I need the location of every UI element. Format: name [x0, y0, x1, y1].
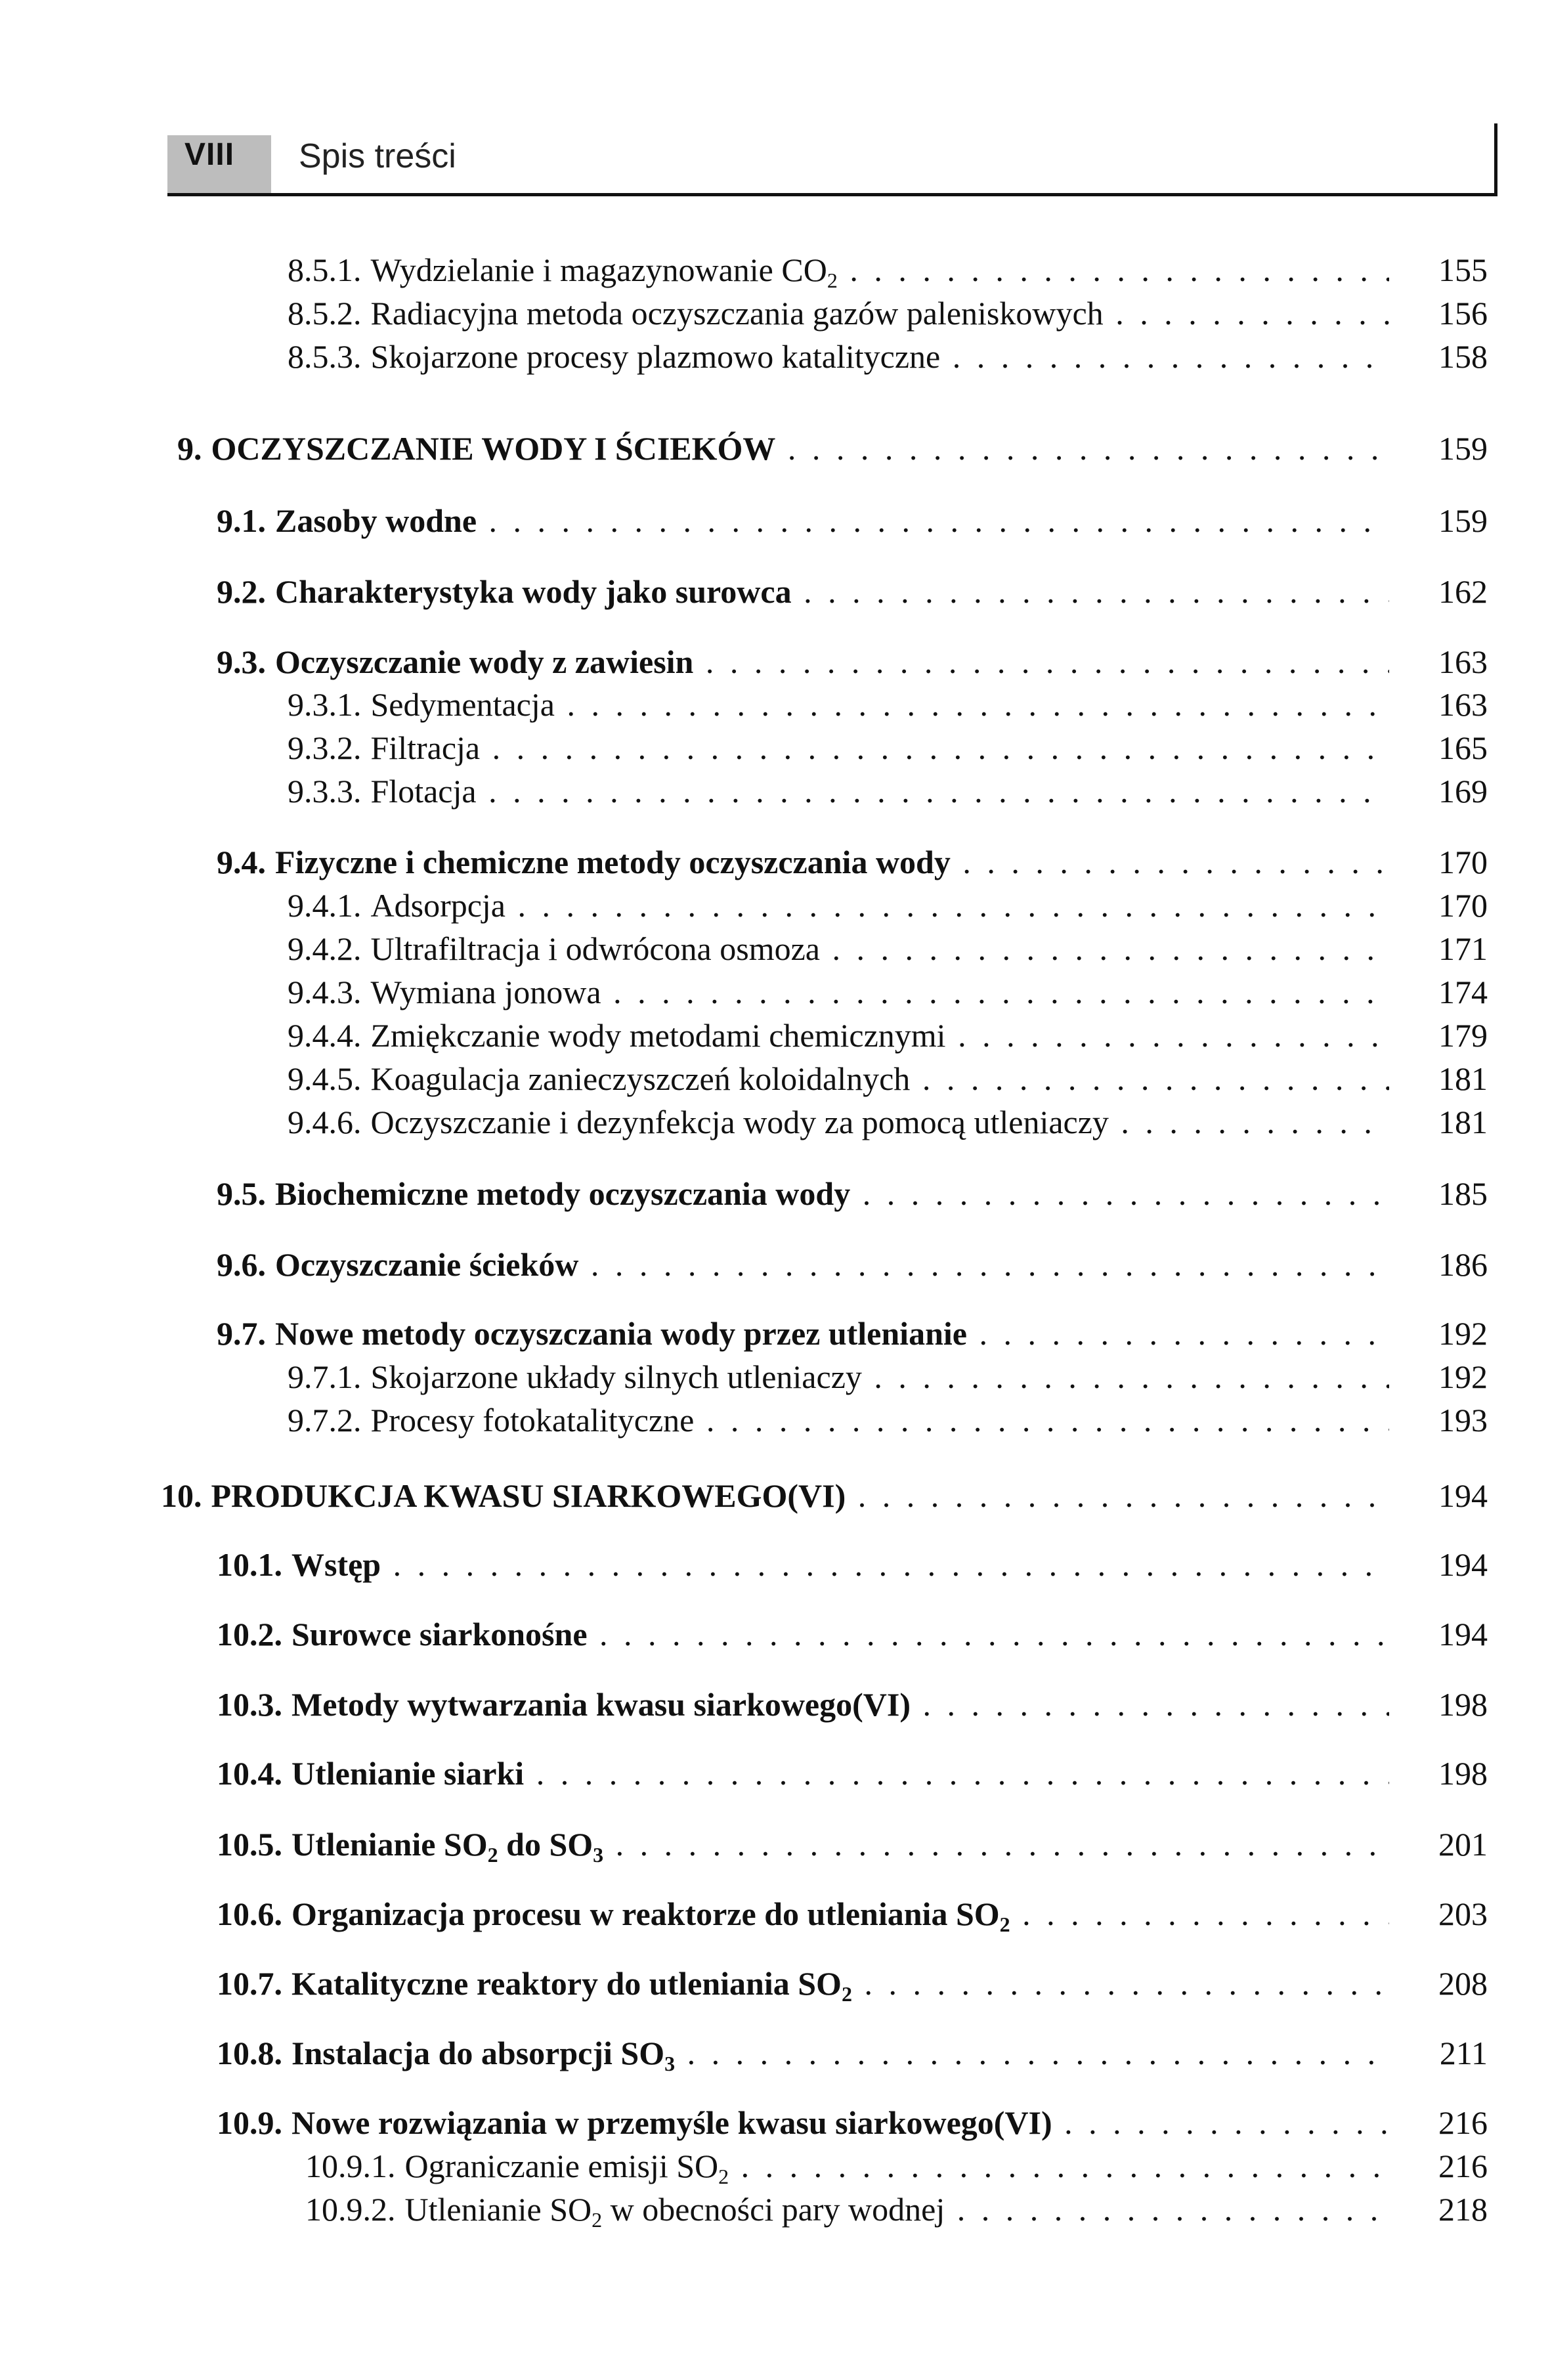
toc-entry[interactable]	[217, 499, 1488, 542]
toc-entry[interactable]	[217, 1243, 1488, 1286]
toc-entry-label	[217, 640, 1389, 683]
title-text: PRODUKCJA KWASU SIARKOWEGO(VI)	[211, 1477, 846, 1514]
title-text: Katalityczne reaktory do utleniania SO	[291, 1965, 842, 2002]
toc-entry-label	[217, 1683, 1389, 1726]
toc-entry[interactable]	[305, 2144, 1488, 2188]
toc-entry-label	[217, 1892, 1389, 1936]
toc-entry[interactable]	[217, 1962, 1488, 2005]
title-text: Oczyszczanie wody z zawiesin	[275, 643, 694, 680]
toc-entry-number: 10.2.	[217, 1616, 282, 1653]
toc-entry-title	[371, 1358, 862, 1395]
toc-entry-title	[371, 930, 820, 967]
toc-entry-title	[211, 430, 776, 467]
toc-entry[interactable]	[288, 1057, 1488, 1100]
title-text: Charakterystyka wody jako surowca	[275, 573, 792, 610]
title-text: Zasoby wodne	[275, 502, 477, 539]
toc-entry[interactable]	[217, 1172, 1488, 1215]
toc-entry-label	[217, 1172, 1389, 1215]
toc-entry-title	[371, 686, 555, 723]
toc-entry[interactable]	[288, 1014, 1488, 1057]
toc-entry-label	[288, 1355, 1389, 1398]
toc-entry-number: 9.4.	[217, 844, 266, 880]
toc-entry-page: 181	[1438, 1104, 1488, 1140]
toc-entry-number: 9.7.	[217, 1315, 266, 1352]
toc-entry-title	[371, 974, 601, 1010]
toc-entry-page: 194	[1438, 1477, 1488, 1514]
title-text: Nowe rozwiązania w przemyśle kwasu siarkowego(VI)	[291, 2104, 1052, 2141]
toc-entry-label	[288, 769, 1389, 813]
toc-entry-page: 169	[1438, 773, 1488, 810]
toc-entry[interactable]	[177, 427, 1488, 470]
toc-entry[interactable]	[217, 1892, 1488, 1936]
toc-entry-label	[288, 927, 1389, 970]
toc-entry[interactable]	[288, 970, 1488, 1014]
toc-entry-number: 10.1.	[217, 1546, 282, 1583]
toc-entry-label	[288, 884, 1389, 927]
toc-entry-number: 9.1.	[217, 502, 266, 539]
toc-entry-page: 155	[1438, 251, 1488, 288]
title-text: Adsorpcja	[370, 887, 506, 924]
toc-entry[interactable]	[217, 1752, 1488, 1795]
toc-entry-title	[291, 1895, 1010, 1936]
toc-entry-number: 8.5.3.	[288, 338, 362, 375]
toc-entry-number: 9.3.1.	[288, 686, 362, 723]
subscript: 2	[841, 1982, 852, 2005]
toc-entry-number: 9.6.	[217, 1246, 266, 1283]
toc-entry-page: 162	[1438, 573, 1488, 610]
toc-entry-title	[291, 1826, 604, 1866]
toc-entry-page: 201	[1438, 1826, 1488, 1863]
title-text: Organizacja procesu w reaktorze do utleniania SO	[291, 1895, 1000, 1932]
subscript: 3	[664, 2052, 676, 2075]
toc-entry-title	[291, 1686, 911, 1723]
toc-entry-page: 218	[1438, 2191, 1488, 2228]
toc-entry-title	[371, 295, 1104, 332]
toc-entry-title	[291, 2035, 676, 2075]
title-text: Utlenianie SO	[404, 2191, 592, 2228]
toc-entry-page: 211	[1439, 2035, 1488, 2071]
title-text: Instalacja do absorpcji SO	[291, 2035, 665, 2071]
title-text: Zmiękczanie wody metodami chemicznymi	[370, 1017, 946, 1054]
title-text: Fizyczne i chemiczne metody oczyszczania wody	[275, 844, 951, 880]
toc-entry-page: 165	[1438, 729, 1488, 766]
toc-entry-page: 203	[1438, 1895, 1488, 1932]
toc-entry[interactable]	[288, 1398, 1488, 1442]
toc-entry-label	[217, 2031, 1389, 2075]
toc-entry[interactable]	[217, 1312, 1488, 1355]
toc-entry[interactable]	[217, 1823, 1488, 1866]
toc-entry-number: 8.5.1.	[288, 251, 362, 288]
toc-entry-number: 10.4.	[217, 1755, 282, 1792]
toc-entry-title	[291, 1546, 381, 1583]
toc-entry[interactable]	[288, 927, 1488, 970]
title-text: Oczyszczanie i dezynfekcja wody za pomocą utleniaczy	[370, 1104, 1109, 1140]
running-title: Spis treści	[299, 137, 456, 175]
toc-entry-number: 9.4.5.	[288, 1060, 362, 1097]
toc-entry-number: 10.3.	[217, 1686, 282, 1723]
toc-entry-number: 9.4.6.	[288, 1104, 362, 1140]
title-text: Utlenianie SO	[291, 1826, 488, 1863]
toc-entry[interactable]	[288, 769, 1488, 813]
subscript: 2	[487, 1843, 498, 1866]
toc-entry-title	[211, 1477, 846, 1514]
toc-entry-label	[288, 248, 1389, 292]
toc-entry-label	[217, 2101, 1389, 2144]
title-text: Ograniczanie emisji SO	[404, 2148, 719, 2184]
toc-entry-number: 10.6.	[217, 1895, 282, 1932]
toc-entry-label	[288, 1100, 1389, 1144]
toc-entry[interactable]	[288, 292, 1488, 335]
toc-entry-number: 9.4.4.	[288, 1017, 362, 1054]
toc-entry-page: 171	[1438, 930, 1488, 967]
toc-entry-title	[291, 2104, 1052, 2141]
toc-entry-title	[275, 844, 951, 880]
title-text: w obecności pary wodnej	[602, 2191, 945, 2228]
toc-entry-page: 198	[1438, 1755, 1488, 1792]
toc-entry-label	[217, 1752, 1389, 1795]
toc-entry[interactable]	[288, 248, 1488, 292]
toc-entry-number: 9.	[177, 430, 202, 467]
toc-entry-title	[371, 338, 941, 375]
title-text: Ultrafiltracja i odwrócona osmoza	[370, 930, 820, 967]
title-text: Filtracja	[370, 729, 481, 766]
toc-entry-number: 9.4.3.	[288, 974, 362, 1010]
toc-entry-label	[288, 1398, 1389, 1442]
toc-entry-number: 10.	[161, 1477, 202, 1514]
toc-entry-page: 163	[1438, 643, 1488, 680]
title-text: Utlenianie siarki	[291, 1755, 525, 1792]
toc-entry-title	[275, 1315, 967, 1352]
toc-entry-title	[371, 1104, 1109, 1140]
toc-entry-label	[217, 1612, 1389, 1656]
title-text: Surowce siarkonośne	[291, 1616, 588, 1653]
title-text: Skojarzone procesy plazmowo katalityczne	[370, 338, 941, 375]
toc-entry[interactable]	[217, 1683, 1488, 1726]
toc-entry-title	[291, 1616, 588, 1653]
toc-entry-label	[217, 1243, 1389, 1286]
toc-entry-label	[288, 970, 1389, 1014]
toc-entry-title	[275, 1246, 578, 1283]
toc-entry[interactable]	[217, 840, 1488, 884]
title-text: Wydzielanie i magazynowanie CO	[370, 251, 827, 288]
page-number: VIII	[184, 137, 235, 172]
toc-entry-label	[288, 292, 1389, 335]
toc-entry-number: 9.7.1.	[288, 1358, 362, 1395]
toc-entry-page: 194	[1438, 1616, 1488, 1653]
toc-entry-label	[161, 1474, 1389, 1517]
toc-entry-label	[288, 335, 1389, 378]
toc-entry[interactable]	[305, 2188, 1488, 2231]
toc-entry[interactable]	[217, 1543, 1488, 1586]
toc-entry-page: 216	[1438, 2148, 1488, 2184]
toc-entry-number: 8.5.2.	[288, 295, 362, 332]
toc-entry-label	[177, 427, 1389, 470]
subscript: 2	[718, 2165, 729, 2188]
title-text: OCZYSZCZANIE WODY I ŚCIEKÓW	[211, 430, 776, 467]
toc-entry-title	[370, 251, 838, 292]
toc-entry-number: 9.7.2.	[288, 1402, 362, 1439]
toc-entry-label	[288, 683, 1389, 726]
toc-entry[interactable]	[288, 683, 1488, 726]
toc-entry-number: 9.5.	[217, 1175, 266, 1212]
toc-entry-title	[371, 1060, 911, 1097]
toc-entry-number: 10.9.2.	[305, 2191, 396, 2228]
toc-entry[interactable]	[217, 2101, 1488, 2144]
toc-entry[interactable]	[288, 335, 1488, 378]
toc-entry-label	[288, 726, 1389, 769]
toc-entry-page: 181	[1438, 1060, 1488, 1097]
subscript: 2	[827, 269, 838, 292]
toc-entry[interactable]	[217, 1612, 1488, 1656]
toc-entry-label	[217, 1962, 1389, 2005]
subscript: 2	[592, 2208, 603, 2231]
toc-entry-page: 208	[1438, 1965, 1488, 2002]
subscript: 2	[999, 1913, 1010, 1936]
title-text: Biochemiczne metody oczyszczania wody	[275, 1175, 851, 1212]
toc-entry-title	[371, 887, 506, 924]
toc-entry-page: 158	[1438, 338, 1488, 375]
toc-entry-number: 10.9.1.	[305, 2148, 396, 2184]
toc-entry-number: 9.4.1.	[288, 887, 362, 924]
toc-entry-label	[217, 499, 1389, 542]
toc-entry-label	[305, 2144, 1389, 2188]
toc-entry-page: 192	[1438, 1358, 1488, 1395]
toc-entry-label	[217, 1823, 1389, 1866]
title-text: Skojarzone układy silnych utleniaczy	[370, 1358, 862, 1395]
toc-entry-number: 10.5.	[217, 1826, 282, 1863]
toc-entry-title	[404, 2191, 945, 2231]
toc-entry-page: 159	[1438, 430, 1488, 467]
toc-entry[interactable]	[288, 1100, 1488, 1144]
toc-entry-label	[305, 2188, 1389, 2231]
toc-entry[interactable]	[288, 884, 1488, 927]
toc-entry-page: 170	[1438, 887, 1488, 924]
title-text: Wstęp	[291, 1546, 381, 1583]
toc-entry-label	[217, 1543, 1389, 1586]
toc-entry-page: 159	[1438, 502, 1488, 539]
toc-entry-title	[371, 729, 481, 766]
toc-entry-title	[371, 1017, 946, 1054]
toc-entry-title	[275, 643, 693, 680]
toc-entry-number: 10.7.	[217, 1965, 282, 2002]
title-text: Radiacyjna metoda oczyszczania gazów paleniskowych	[370, 295, 1104, 332]
toc-entry-label	[217, 840, 1389, 884]
toc-entry-page: 156	[1438, 295, 1488, 332]
toc-entry-label	[288, 1057, 1389, 1100]
toc-entry-number: 9.3.2.	[288, 729, 362, 766]
toc-entry-page: 216	[1438, 2104, 1488, 2141]
toc-entry-page: 174	[1438, 974, 1488, 1010]
toc-entry[interactable]	[161, 1474, 1488, 1517]
toc-entry-number: 9.4.2.	[288, 930, 362, 967]
toc-entry-title	[275, 573, 792, 610]
title-text: Procesy fotokatalityczne	[370, 1402, 695, 1439]
title-text: Koagulacja zanieczyszczeń koloidalnych	[370, 1060, 911, 1097]
toc-entry-number: 9.3.	[217, 643, 266, 680]
toc-entry[interactable]	[288, 726, 1488, 769]
title-text: do SO	[498, 1826, 593, 1863]
toc-entry[interactable]	[217, 2031, 1488, 2075]
toc-entry[interactable]	[217, 640, 1488, 683]
toc-entry-number: 9.2.	[217, 573, 266, 610]
toc-entry-number: 10.9.	[217, 2104, 282, 2141]
toc-entry-title	[275, 1175, 850, 1212]
toc-entry-page: 185	[1438, 1175, 1488, 1212]
toc-entry-title	[291, 1755, 524, 1792]
title-text: Metody wytwarzania kwasu siarkowego(VI)	[291, 1686, 911, 1723]
toc-entry[interactable]	[288, 1355, 1488, 1398]
toc-entry-title	[371, 773, 477, 810]
title-text: Oczyszczanie ścieków	[275, 1246, 579, 1283]
toc-entry-number: 10.8.	[217, 2035, 282, 2071]
toc-entry-page: 194	[1438, 1546, 1488, 1583]
subscript: 3	[593, 1843, 604, 1866]
toc-entry-number: 9.3.3.	[288, 773, 362, 810]
toc-entry-page: 163	[1438, 686, 1488, 723]
toc-entry-page: 179	[1438, 1017, 1488, 1054]
toc-entry-label	[288, 1014, 1389, 1057]
toc-entry-title	[275, 502, 477, 539]
toc-entry[interactable]	[217, 570, 1488, 613]
toc-entry-title	[291, 1965, 852, 2005]
toc-entry-label	[217, 1312, 1389, 1355]
toc-entry-page: 198	[1438, 1686, 1488, 1723]
toc-entry-title	[371, 1402, 695, 1439]
title-text: Sedymentacja	[370, 686, 555, 723]
toc-entry-page: 192	[1438, 1315, 1488, 1352]
toc-entry-page: 170	[1438, 844, 1488, 880]
title-text: Nowe metody oczyszczania wody przez utlenianie	[275, 1315, 967, 1352]
toc-entry-label	[217, 570, 1389, 613]
title-text: Wymiana jonowa	[370, 974, 601, 1010]
toc-entry-title	[404, 2148, 729, 2188]
title-text: Flotacja	[370, 773, 477, 810]
toc-entry-page: 193	[1438, 1402, 1488, 1439]
toc-entry-page: 186	[1438, 1246, 1488, 1283]
